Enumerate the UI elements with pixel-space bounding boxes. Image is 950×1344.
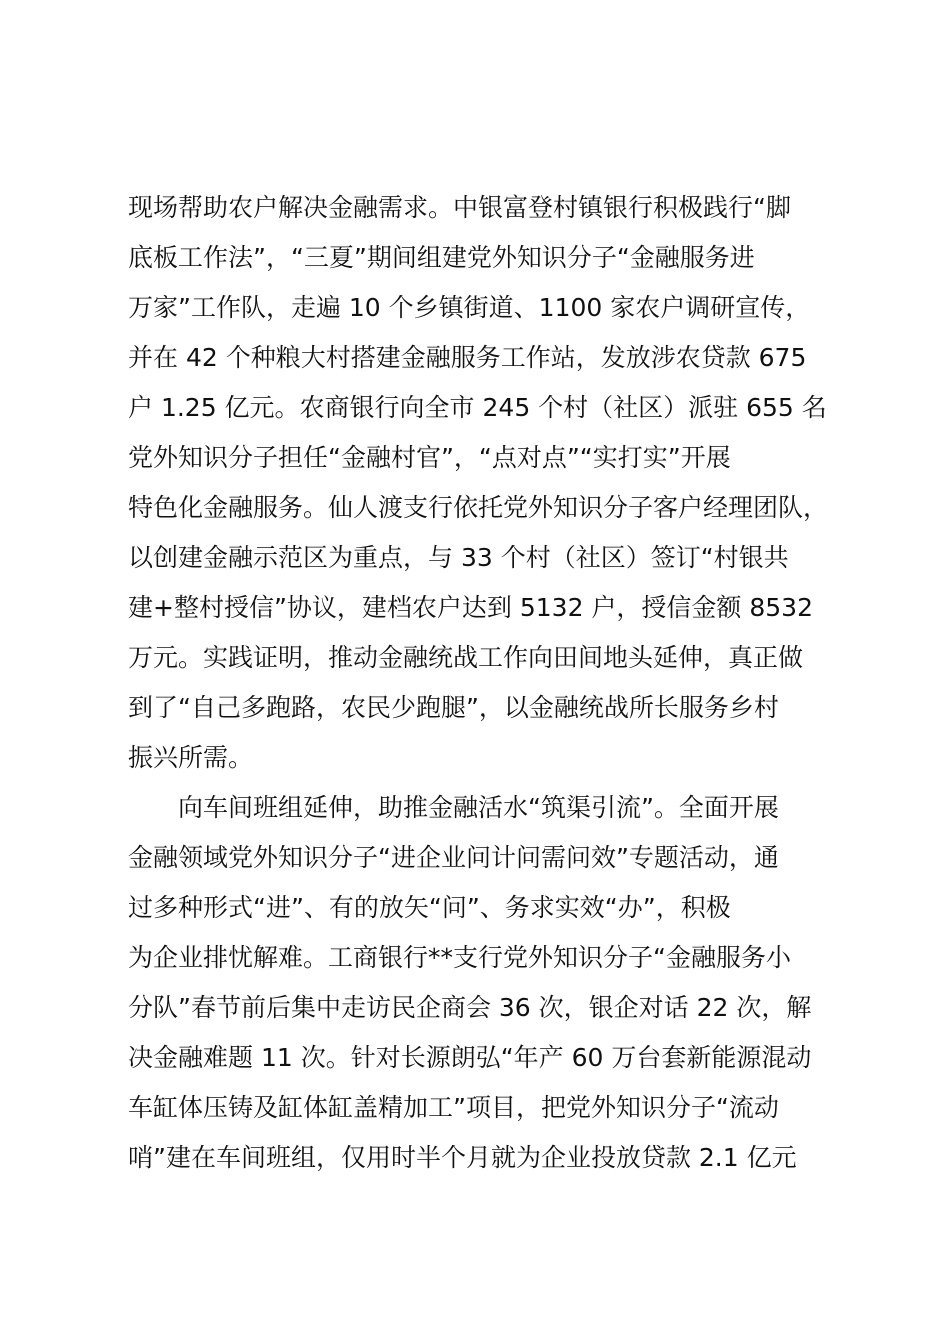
text-line: 哨”建在车间班组，仅用时半个月就为企业投放贷款 2.1 亿元 bbox=[128, 1143, 797, 1172]
text-line: 底板工作法”，“三夏”期间组建党外知识分子“金融服务进 bbox=[128, 243, 755, 272]
paragraph-first-line: 向车间班组延伸，助推金融活水“筑渠引流”。全面开展 bbox=[178, 793, 779, 822]
body-text bbox=[128, 183, 850, 1183]
text-line: 党外知识分子担任“金融村官”，“点对点”“实打实”开展 bbox=[128, 443, 731, 472]
text-line: 特色化金融服务。仙人渡支行依托党外知识分子客户经理团队， bbox=[128, 493, 829, 522]
text-line: 并在 42 个种粮大村搭建金融服务工作站，发放涉农贷款 675 bbox=[128, 343, 807, 372]
text-line: 现场帮助农户解决金融需求。中银富登村镇银行积极践行“脚 bbox=[128, 193, 791, 222]
text-line: 决金融难题 11 次。针对长源朗弘“年产 60 万台套新能源混动 bbox=[128, 1043, 812, 1072]
text-line: 以创建金融示范区为重点，与 33 个村（社区）签订“村银共 bbox=[128, 543, 789, 572]
text-line: 分队”春节前后集中走访民企商会 36 次，银企对话 22 次，解 bbox=[128, 993, 812, 1022]
text-line: 万元。实践证明，推动金融统战工作向田间地头延伸，真正做 bbox=[128, 643, 804, 672]
text-line: 万家”工作队，走遍 10 个乡镇街道、1100 家农户调研宣传， bbox=[128, 293, 811, 322]
text-line: 振兴所需。 bbox=[128, 743, 254, 772]
text-line: 过多种形式“进”、有的放矢“问”、务求实效“办”，积极 bbox=[128, 893, 731, 922]
text-line: 建+整村授信”协议，建档农户达到 5132 户，授信金额 8532 bbox=[128, 593, 813, 622]
text-line: 车缸体压铸及缸体缸盖精加工”项目，把党外知识分子“流动 bbox=[128, 1093, 779, 1122]
text-line: 到了“自己多跑路，农民少跑腿”，以金融统战所长服务乡村 bbox=[128, 693, 779, 722]
text-line: 为企业排忧解难。工商银行**支行党外知识分子“金融服务小 bbox=[128, 943, 791, 972]
text-line: 金融领域党外知识分子“进企业问计问需问效”专题活动，通 bbox=[128, 843, 779, 872]
text-line: 户 1.25 亿元。农商银行向全市 245 个村（社区）派驻 655 名 bbox=[128, 393, 827, 422]
